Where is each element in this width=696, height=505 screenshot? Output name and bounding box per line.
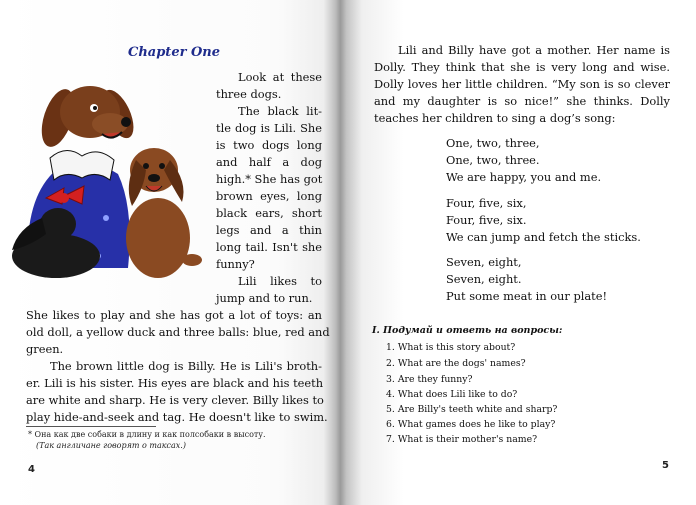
text-line: is two dogs long [216, 138, 322, 152]
song-line: Four, five, six. [446, 213, 527, 227]
song-line: Put some meat in our plate! [446, 289, 608, 303]
dogs-illustration [6, 78, 206, 288]
text-line: tle dog is Lili. She [216, 121, 322, 135]
text-line: Dolly loves her little children. “My son is so clever [374, 77, 670, 91]
page-number-left: 4 [28, 464, 35, 475]
text-line: The black lit- [238, 104, 322, 118]
text-line: three dogs. [216, 87, 282, 101]
text-line: old doll, a yellow duck and three balls: blue, red and [26, 325, 330, 339]
question-item: 5. Are Billy's teeth white and sharp? [386, 404, 558, 415]
song-line: Seven, eight, [446, 255, 522, 269]
text-line: green. [26, 342, 64, 356]
text-line: The brown little dog is Billy. He is Lili's broth- [50, 359, 322, 373]
text-line: brown eyes, long [216, 189, 322, 203]
text-line: and half a dog [216, 155, 322, 169]
black-puppy-head [40, 208, 76, 240]
text-line: teaches her children to sing a dog’s song: [374, 111, 616, 125]
song-line: We can jump and fetch the sticks. [446, 230, 641, 244]
footnote-text: * Она как две собаки в длину и как полсобаки в высоту. [28, 430, 266, 439]
text-line: jump and to run. [216, 291, 313, 305]
text-line: funny? [216, 257, 255, 271]
question-item: 4. What does Lili like to do? [386, 389, 518, 400]
text-line: She likes to play and she has got a lot of toys: an [26, 308, 322, 322]
text-line: long tail. Isn't she [216, 240, 322, 254]
exercise-heading: I. Подумай и ответь на вопросы: [372, 325, 563, 336]
song-line: Four, five, six, [446, 196, 527, 210]
footnote-text: (Так англичане говорят о таксах.) [36, 441, 186, 450]
question-item: 2. What are the dogs' names? [386, 358, 526, 369]
text-line: Dolly. They think that she is very long and wise. [374, 60, 670, 74]
chapter-title: Chapter One [128, 45, 221, 60]
question-item: 6. What games does he like to play? [386, 419, 556, 430]
mother-nose [121, 117, 131, 127]
text-line: black ears, short [216, 206, 322, 220]
text-line: high.* She has got [216, 172, 323, 186]
question-item: 1. What is this story about? [386, 342, 516, 353]
question-item: 3. Are they funny? [386, 374, 473, 385]
text-line: are white and sharp. He is very clever. Billy likes to [26, 393, 324, 407]
song-line: One, two, three. [446, 153, 540, 167]
page-number-right: 5 [662, 460, 669, 471]
song-line: One, two, three, [446, 136, 540, 150]
text-line: legs and a thin [216, 223, 322, 237]
text-line: and my daughter is so nice!” she thinks. Dolly [374, 94, 670, 108]
text-line: play hide-and-seek and tag. He doesn't like to swim. [26, 410, 328, 424]
mother-collar [50, 150, 114, 180]
text-line: Lili and Billy have got a mother. Her name is [398, 43, 670, 57]
text-line: Lili likes to [238, 274, 322, 288]
song-line: Seven, eight. [446, 272, 522, 286]
text-line: Look at these [238, 70, 322, 84]
question-item: 7. What is their mother's name? [386, 434, 538, 445]
brown-puppy-body [126, 198, 190, 278]
footnote-divider [26, 426, 156, 427]
song-line: We are happy, you and me. [446, 170, 602, 184]
text-line: er. Lili is his sister. His eyes are black and his teeth [26, 376, 324, 390]
